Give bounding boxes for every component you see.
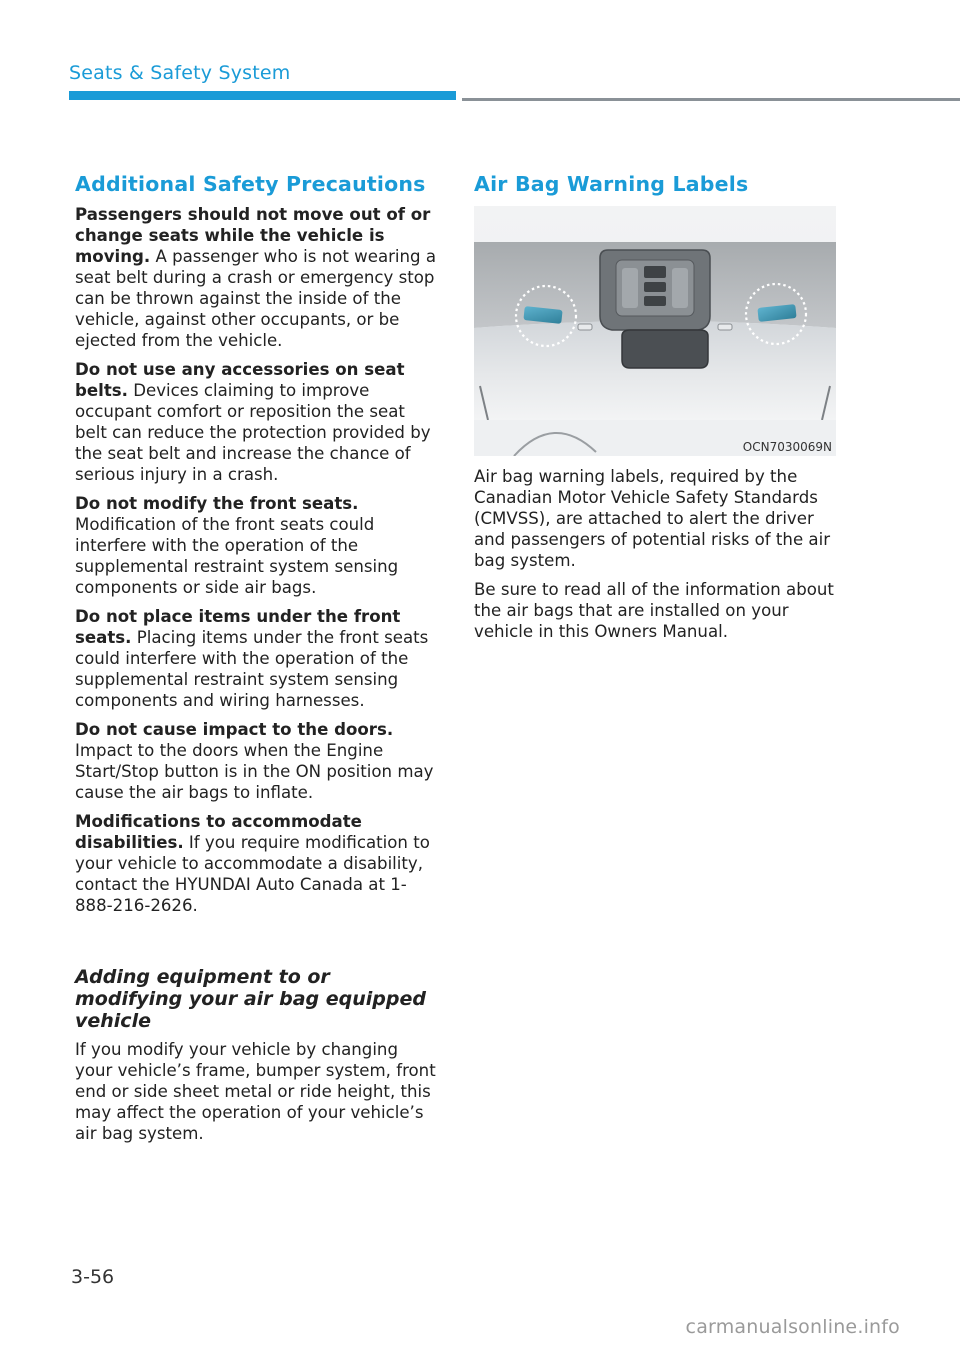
- rearview-mirror: [622, 330, 708, 368]
- precaution-paragraph: [75, 493, 440, 598]
- right-column: [474, 172, 836, 650]
- left-column: [75, 172, 440, 1152]
- headliner-illustration-svg: [474, 206, 836, 456]
- precaution-text: A passenger who is not wearing a seat belt during a crash or emergency stop can be thrown against the inside of the vehicle, against other occupants, or be ejected from the vehicle.: [75, 247, 437, 350]
- subsection-heading: Adding equipment to or modifying your air bag equipped vehicle: [75, 966, 426, 1032]
- console-button: [644, 282, 666, 292]
- precaution-lead: Modifications to accommodate disabilities.: [75, 812, 362, 852]
- precaution-lead: Do not use any accessories on seat belts.: [75, 360, 405, 400]
- figure-code: OCN7030069N: [742, 440, 832, 454]
- precaution-text: Modification of the front seats could interfere with the operation of the supplemental restraint system sensing components or side air bags.: [75, 515, 399, 597]
- precaution-lead: Do not modify the front seats.: [75, 494, 359, 513]
- precaution-lead: Passengers should not move out of or change seats while the vehicle is moving.: [75, 205, 431, 266]
- precaution-paragraph: [75, 811, 440, 916]
- visor-clip-right: [718, 324, 732, 330]
- map-lamp-right: [672, 268, 688, 308]
- precaution-lead: Do not place items under the front seats.: [75, 607, 401, 647]
- precaution-lead: Do not cause impact to the doors.: [75, 720, 394, 739]
- precaution-paragraph: [75, 606, 440, 711]
- label-description-paragraph: Air bag warning labels, required by the Canadian Motor Vehicle Safety Standards (CMVSS), are attached to alert the driver and passengers of potential risks of the air bag system.: [474, 467, 831, 570]
- subsection-paragraph: If you modify your vehicle by changing your vehicle’s frame, bumper system, front end or side sheet metal or ride height, this may affect the operation of your vehicle’s air bag system.: [75, 1040, 436, 1143]
- section-heading: Air Bag Warning Labels: [474, 172, 749, 196]
- header-rule: [462, 98, 960, 101]
- console-button: [644, 296, 666, 306]
- visor-clip-left: [578, 324, 592, 330]
- precaution-text: Devices claiming to improve occupant comfort or reposition the seat belt can reduce the protection provided by the seat belt and increase the chance of serious injury in a crash.: [75, 381, 431, 484]
- precaution-paragraph: [75, 204, 440, 351]
- precaution-text: Impact to the doors when the Engine Start/Stop button is in the ON position may cause the air bags to inflate.: [75, 741, 434, 802]
- running-header: Seats & Safety System: [69, 62, 291, 84]
- watermark: carmanualsonline.info: [685, 1316, 900, 1338]
- precaution-text: If you require modification to your vehicle to accommodate a disability, contact the HYUNDAI Auto Canada at 1-888-216-2626.: [75, 833, 430, 915]
- console-button: [644, 266, 666, 278]
- precaution-text: Placing items under the front seats could interfere with the operation of the supplemental restraint system sensing components and wiring harnesses.: [75, 628, 429, 710]
- page-number: 3-56: [71, 1266, 115, 1288]
- precaution-paragraph: [75, 359, 440, 485]
- label-description-paragraph: Be sure to read all of the information about the air bags that are installed on your vehicle in this Owners Manual.: [474, 580, 834, 641]
- airbag-label-illustration: [474, 206, 836, 456]
- precaution-paragraph: [75, 719, 440, 803]
- map-lamp-left: [622, 268, 638, 308]
- section-heading: Additional Safety Precautions: [75, 172, 426, 196]
- header-rule-accent: [69, 91, 456, 100]
